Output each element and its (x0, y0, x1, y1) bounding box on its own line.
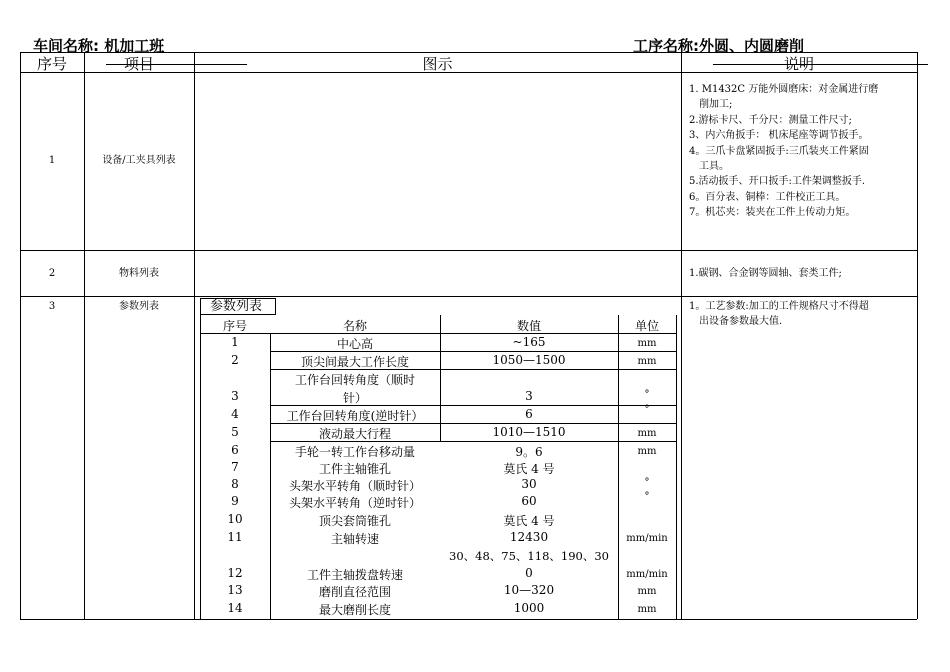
param-value: 莫氏 4 号 (503, 462, 555, 476)
col-border-left (20, 52, 21, 619)
param-unit: ° (644, 491, 650, 502)
param-value: 10—320 (503, 583, 555, 597)
workshop-name: 车间名称: 机加工班 (33, 37, 165, 55)
row3-no: 3 (48, 301, 56, 312)
param-name: 顶尖套筒锥孔 (318, 514, 391, 528)
param-unit: mm (637, 428, 657, 439)
param-name: 针） (342, 391, 367, 405)
param-header-seq: 序号 (222, 319, 247, 333)
note-line: 5.活动扳手、开口扳手:工件架调整扳手. (689, 176, 866, 188)
col-header-item: 项目 (123, 55, 154, 73)
row3-notes (689, 299, 917, 330)
row1-notes (689, 82, 917, 221)
param-value: 3 (525, 389, 533, 403)
param-header-unit: 单位 (634, 319, 659, 333)
param-name: 液动最大行程 (318, 427, 391, 441)
row2-no: 2 (48, 268, 56, 279)
param-seq: 14 (227, 601, 243, 615)
param-value: 30、48、75、118、190、30 (449, 549, 609, 563)
param-seq: 13 (227, 583, 243, 597)
param-seq: 1 (231, 335, 239, 349)
param-unit: mm/min (626, 569, 668, 580)
param-name: 工作台回转角度(逆时针） (286, 409, 424, 423)
param-seq: 8 (231, 477, 239, 491)
process-name: 工序名称:外圆、内圆磨削 (633, 37, 804, 55)
param-seq: 3 (231, 389, 239, 403)
note-line: 7。机芯夹：装夹在工件上传动力矩。 (689, 207, 856, 219)
row2-item: 物料列表 (119, 268, 159, 279)
param-seq: 11 (227, 530, 243, 544)
col-header-desc: 说明 (783, 55, 814, 73)
note-line: 1.碳钢、合金钢等圆轴、套类工件; (689, 268, 842, 279)
param-unit: ° (644, 389, 650, 400)
param-seq: 4 (231, 407, 239, 421)
col-header-seq: 序号 (36, 55, 67, 73)
param-unit: mm (637, 446, 657, 457)
note-line: 削加工; (699, 99, 733, 111)
note-line: 6。百分表、铜棒：工件校正工具。 (689, 191, 846, 203)
col-border-seq (84, 52, 85, 619)
param-value: 9。6 (515, 445, 543, 459)
col-border-item (194, 52, 195, 619)
param-name: 中心高 (336, 337, 373, 351)
param-name: 手轮一转工作台移动量 (294, 445, 415, 459)
note-line: 1. M1432C 万能外圆磨床：对金属进行磨 (689, 84, 879, 95)
param-unit: ° (644, 404, 650, 415)
note-line: 4。三爪卡盘紧固扳手:三爪装夹工件紧固 (689, 145, 869, 157)
row1-bottom-border (20, 250, 917, 251)
param-unit: mm/min (626, 533, 668, 544)
param-value: 6 (525, 407, 533, 421)
note-line: 工具。 (699, 161, 729, 173)
table-bottom-border (20, 619, 917, 620)
param-seq: 6 (231, 443, 239, 457)
param-seq: 2 (231, 353, 239, 367)
param-name: 工作台回转角度（顺时 (294, 373, 415, 387)
param-value: 莫氏 4 号 (503, 514, 555, 528)
param-unit: mm (637, 338, 657, 349)
param-seq: 12 (227, 566, 243, 580)
param-seq: 5 (231, 425, 239, 439)
param-border-right (676, 315, 677, 619)
param-header-value: 数值 (516, 319, 541, 333)
param-value: 60 (521, 494, 537, 508)
param-value: 12430 (509, 530, 549, 544)
note-line: 2.游标卡尺、千分尺：测量工件尺寸; (689, 114, 852, 126)
param-name: 顶尖间最大工作长度 (300, 355, 409, 369)
param-unit: mm (637, 356, 657, 367)
param-name: 主轴转速 (330, 532, 379, 546)
param-header-name: 名称 (342, 319, 367, 333)
param-name: 磨削直径范围 (318, 585, 391, 599)
param-name: 头架水平转角（顺时针） (288, 479, 421, 493)
param-name: 工件主轴拨盘转速 (306, 568, 403, 582)
row3-item: 参数列表 (119, 301, 159, 312)
param-seq: 9 (231, 494, 239, 508)
param-seq: 10 (227, 512, 243, 526)
param-value: 30 (521, 477, 537, 491)
param-value: 1050—1500 (492, 353, 566, 367)
row2-notes (689, 266, 917, 281)
param-value: 1010—1510 (492, 425, 566, 439)
row1-no: 1 (48, 155, 56, 166)
note-line: 出设备参数最大值. (699, 316, 783, 328)
param-value: ~165 (512, 335, 546, 349)
param-seq: 7 (231, 460, 239, 474)
param-unit: mm (637, 586, 657, 597)
col-header-figure: 图示 (422, 55, 453, 73)
desc-strike-line (713, 64, 928, 65)
col-border-figure (681, 52, 682, 619)
note-line: 3、内六角扳手： 机床尾座等调节扳手。 (689, 130, 869, 142)
param-value: 0 (525, 566, 533, 580)
note-line: 1。工艺参数:加工的工件规格尺寸不得超 (689, 301, 869, 312)
col-border-right (917, 52, 918, 619)
param-name: 头架水平转角（逆时针） (288, 496, 421, 510)
row1-item: 设备/工夹具列表 (102, 155, 176, 166)
param-value: 1000 (513, 601, 545, 615)
param-name: 工件主轴锥孔 (318, 462, 391, 476)
param-table-caption: 参数列表 (200, 298, 276, 315)
row2-bottom-border (20, 296, 917, 297)
param-unit: mm (637, 604, 657, 615)
param-unit: ° (644, 477, 650, 488)
param-name: 最大磨削长度 (318, 603, 391, 617)
